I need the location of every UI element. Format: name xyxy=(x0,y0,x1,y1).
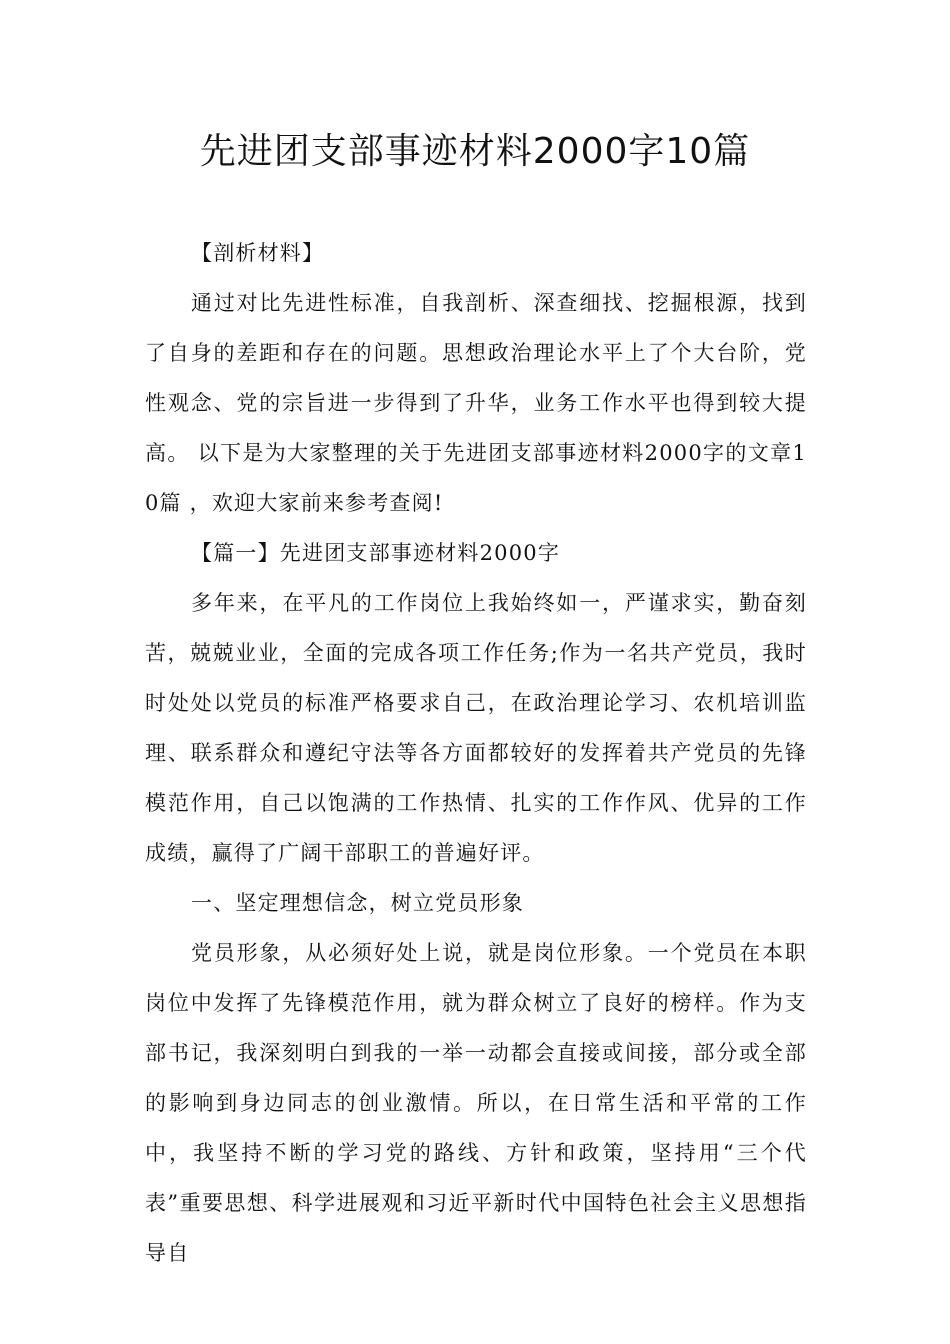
section-heading: 一、坚定理想信念，树立党员形象 xyxy=(191,891,524,915)
chapter-heading: 【篇一】先进团支部事迹材料2000字 xyxy=(191,541,561,565)
body-paragraph: 党员形象，从必须好处上说，就是岗位形象。一个党员在本职岗位中发挥了先锋模范作用，就为群众树立了良好的榜样。作为支部书记，我深刻明白到我的一举一动都会直接或间接，部分或全部的影响到身边同志的创业激情。所以，在日常生活和平常的工作中，我坚持不断的学习党的路线、方针和政策，坚持用“三个代表”重要思想、科学进展观和习近平新时代中国特色社会主义思想指导自 xyxy=(145,941,807,1265)
intro-paragraph: 通过对比先进性标准，自我剖析、深查细找、挖掘根源，找到了自身的差距和存在的问题。思想政治理论水平上了个大台阶，党性观念、党的宗旨进一步得到了升华，业务工作水平也得到较大提高。 以下是为大家整理的关于先进团支部事迹材料2000字的文章10篇 ，欢迎大家前来参考查阅! xyxy=(145,291,807,515)
section-label-analysis: 【剖析材料】 xyxy=(191,241,325,265)
body-paragraph: 多年来，在平凡的工作岗位上我始终如一，严谨求实，勤奋刻苦，兢兢业业，全面的完成各项工作任务;作为一名共产党员，我时时处处以党员的标准严格要求自己，在政治理论学习、农机培训监理、联系群众和遵纪守法等各方面都较好的发挥着共产党员的先锋模范作用，自己以饱满的工作热情、扎实的工作作风、优异的工作成绩，赢得了广阔干部职工的普遍好评。 xyxy=(145,591,807,865)
document-title: 先进团支部事迹材料2000字10篇 xyxy=(199,131,751,172)
document-body xyxy=(145,228,807,1278)
